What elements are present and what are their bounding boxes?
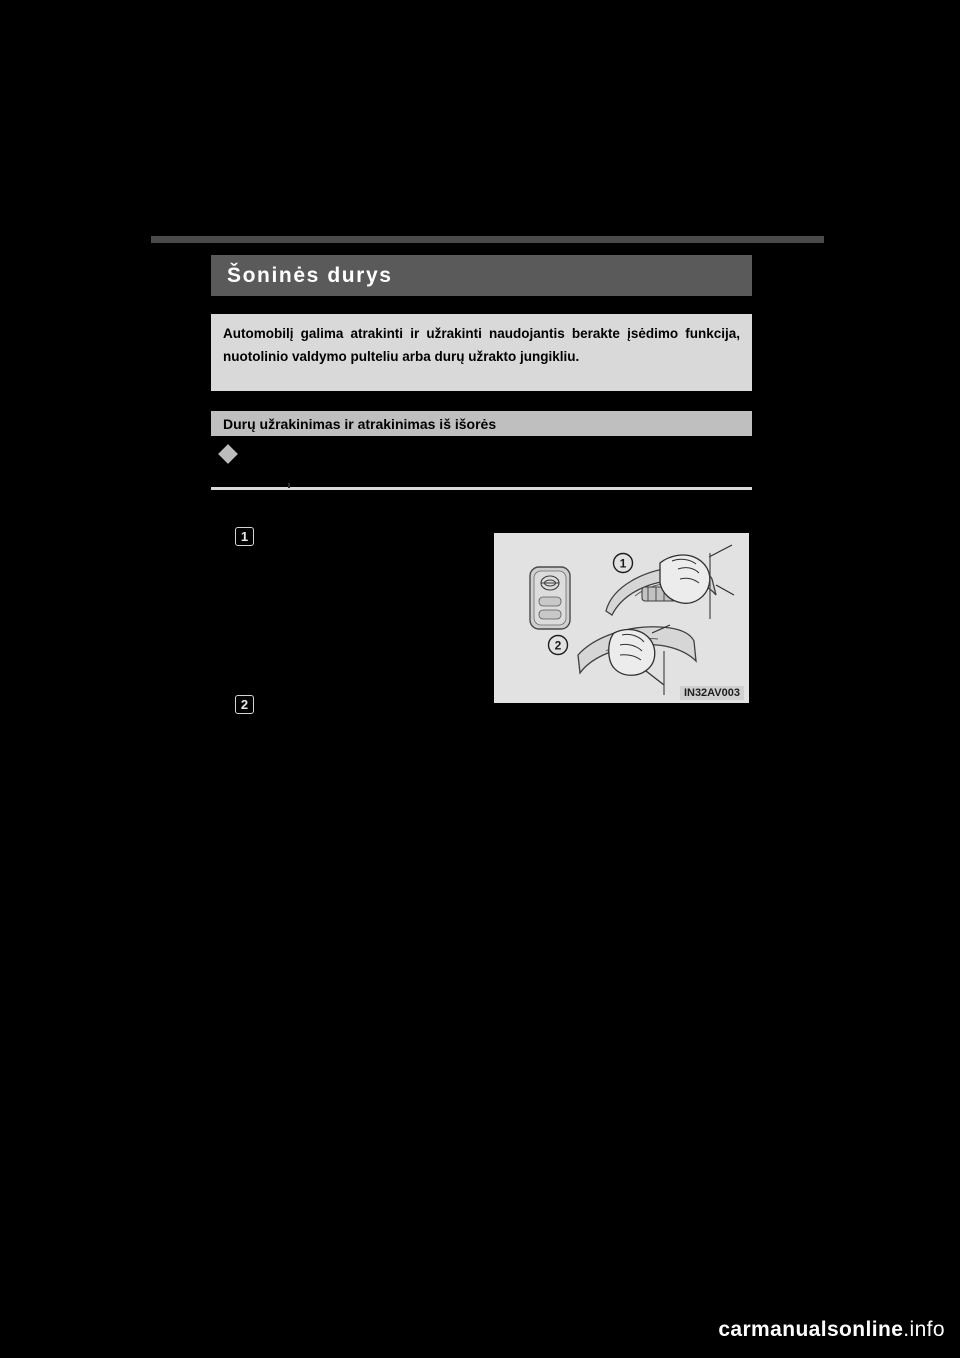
illustration-panel	[494, 533, 749, 703]
svg-text:1: 1	[619, 556, 627, 571]
page-top-rule	[151, 236, 824, 243]
intro-text: Automobilį galima atrakinti ir užrakinti naudojantis berakte įsėdimo funkcija, nuotolinio valdymo pulteliu arba durų užrakto jungikliu.	[223, 326, 740, 364]
section-title-bar	[211, 255, 752, 296]
watermark-main: carmanualsonline	[718, 1318, 904, 1341]
content-divider	[211, 487, 752, 490]
figure-callout-2	[549, 636, 568, 655]
footer-watermark	[505, 1318, 945, 1342]
watermark-suffix: .info	[903, 1318, 945, 1341]
step-marker-1: 1	[235, 527, 254, 546]
smart-key-fob	[530, 567, 570, 629]
diamond-bullet-icon	[218, 444, 238, 464]
divider-tick-mark	[288, 483, 290, 488]
step-marker-2: 2	[235, 695, 254, 714]
figure-callout-1	[614, 554, 633, 573]
intro-callout-box	[211, 314, 752, 391]
subsection-heading-bar	[211, 411, 752, 436]
svg-text:2: 2	[554, 638, 562, 653]
page-title: Šoninės durys	[227, 263, 393, 287]
figure-caption: IN32AV003	[680, 686, 744, 700]
door-lock-illustration	[494, 533, 749, 703]
subsection-title: Durų užrakinimas ir atrakinimas iš išorės	[223, 415, 497, 432]
